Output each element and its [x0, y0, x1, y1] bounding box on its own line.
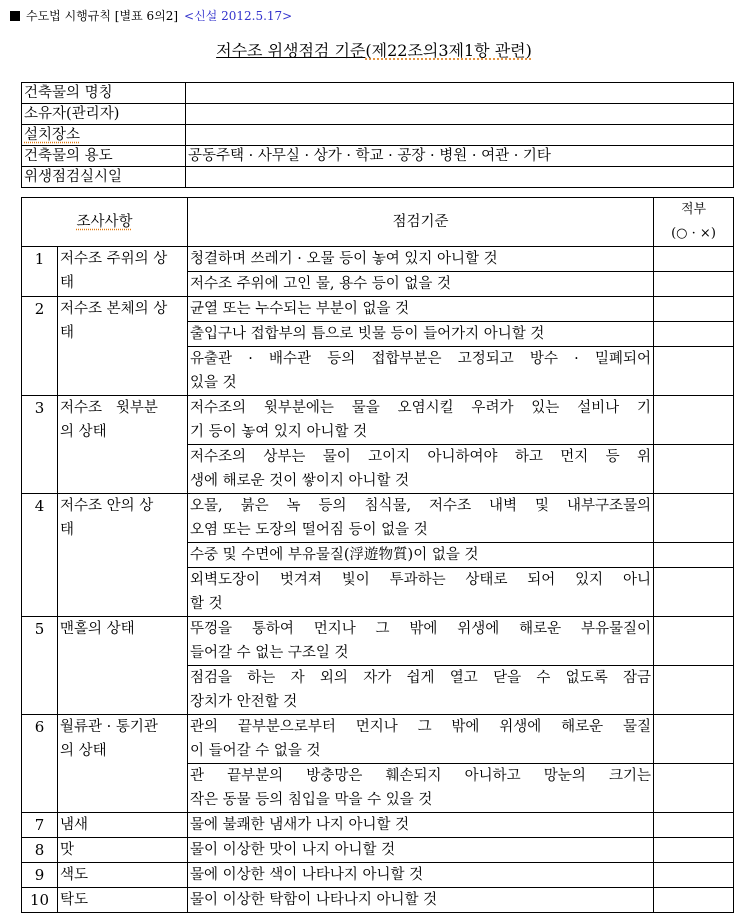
table-row [22, 813, 734, 838]
result-cell[interactable] [654, 494, 734, 543]
title-main: 저수조 위생점검 기준 [216, 41, 366, 60]
criteria-text: 수중 및 수면에 부유물질(浮遊物質)이 없을 것 [188, 543, 654, 568]
item-name: 탁도 [58, 888, 188, 913]
result-cell[interactable] [654, 666, 734, 715]
result-cell[interactable] [654, 445, 734, 494]
info-label: 건축물의 명칭 [22, 83, 186, 104]
result-cell[interactable] [654, 715, 734, 764]
result-cell[interactable] [654, 247, 734, 272]
item-number: 4 [22, 494, 58, 617]
item-number: 8 [22, 838, 58, 863]
criteria-text: 관 끝부분의 방충망은 훼손되지 아니하고 망눈의 크기는 작은 동물 등의 침입을 막을 수 있을 것 [188, 764, 654, 813]
table-row [22, 715, 734, 764]
info-label: 소유자(관리자) [22, 104, 186, 125]
info-label: 위생점검실시일 [22, 167, 186, 188]
item-name: 저수조 주위의 상 태 [58, 247, 188, 297]
item-name: 맨홀의 상태 [58, 617, 188, 715]
criteria-text: 저수조의 상부는 물이 고이지 아니하여야 하고 먼지 등 위 생에 해로운 것이 쌓이지 아니할 것 [188, 445, 654, 494]
header-item: 조사사항 [22, 198, 188, 247]
result-cell[interactable] [654, 863, 734, 888]
criteria-text: 물에 이상한 색이 나타나지 아니할 것 [188, 863, 654, 888]
info-value-field[interactable] [186, 167, 734, 188]
criteria-text: 유출관 · 배수관 등의 접합부분은 고정되고 방수 · 밀폐되어 있을 것 [188, 347, 654, 396]
result-cell[interactable] [654, 764, 734, 813]
item-name: 저수조 본체의 상 태 [58, 297, 188, 396]
table-row [22, 888, 734, 913]
table-row [22, 617, 734, 666]
result-cell[interactable] [654, 888, 734, 913]
item-number: 6 [22, 715, 58, 813]
table-row [22, 494, 734, 543]
item-name: 맛 [58, 838, 188, 863]
info-value-field[interactable] [186, 83, 734, 104]
info-value-field[interactable] [186, 125, 734, 146]
header-criteria: 점검기준 [188, 198, 654, 247]
table-row [22, 863, 734, 888]
criteria-text: 물이 이상한 맛이 나지 아니할 것 [188, 838, 654, 863]
info-row [22, 167, 734, 188]
info-value-field[interactable] [186, 104, 734, 125]
criteria-text: 청결하며 쓰레기 · 오물 등이 놓여 있지 아니할 것 [188, 247, 654, 272]
criteria-text: 점검을 하는 자 외의 자가 쉽게 열고 닫을 수 없도록 잠금 장치가 안전할 것 [188, 666, 654, 715]
criteria-text: 뚜껑을 통하여 먼지나 그 밖에 위생에 해로운 부유물질이 들어갈 수 없는 구조일 것 [188, 617, 654, 666]
table-row [22, 297, 734, 322]
item-name: 월류관 · 통기관 의 상태 [58, 715, 188, 813]
result-cell[interactable] [654, 297, 734, 322]
criteria-text: 저수조 주위에 고인 물, 용수 등이 없을 것 [188, 272, 654, 297]
item-number: 5 [22, 617, 58, 715]
item-number: 3 [22, 396, 58, 494]
info-row [22, 83, 734, 104]
info-label: 설치장소 [22, 125, 186, 146]
criteria-text: 균열 또는 누수되는 부분이 없을 것 [188, 297, 654, 322]
item-number: 9 [22, 863, 58, 888]
document-header [10, 8, 292, 24]
item-number: 7 [22, 813, 58, 838]
item-number: 10 [22, 888, 58, 913]
table-header-row [22, 198, 734, 247]
result-cell[interactable] [654, 838, 734, 863]
amendment-date: <신설 2012.5.17> [184, 9, 293, 23]
criteria-text: 물에 불쾌한 냄새가 나지 아니할 것 [188, 813, 654, 838]
item-name: 저수조 안의 상 태 [58, 494, 188, 617]
criteria-text: 물이 이상한 탁함이 나타나지 아니할 것 [188, 888, 654, 913]
result-cell[interactable] [654, 568, 734, 617]
title-reference: (제22조의3제1항 관련) [365, 41, 532, 60]
criteria-text: 출입구나 접합부의 틈으로 빗물 등이 들어가지 아니할 것 [188, 322, 654, 347]
building-info-table [21, 82, 734, 188]
result-cell[interactable] [654, 617, 734, 666]
table-row [22, 396, 734, 445]
law-name: 수도법 시행규칙 [26, 9, 111, 23]
item-number: 2 [22, 297, 58, 396]
criteria-text: 오물, 붉은 녹 등의 침식물, 저수조 내벽 및 내부구조물의 오염 또는 도장의 떨어짐 등이 없을 것 [188, 494, 654, 543]
table-row [22, 247, 734, 272]
info-row [22, 104, 734, 125]
item-number: 1 [22, 247, 58, 297]
header-result: 적부 (○ · ×) [654, 198, 734, 247]
result-cell[interactable] [654, 543, 734, 568]
result-cell[interactable] [654, 272, 734, 297]
appendix-label: [별표 6의2] [114, 9, 179, 23]
square-bullet-icon [10, 11, 20, 21]
criteria-text: 관의 끝부분으로부터 먼지나 그 밖에 위생에 해로운 물질 이 들어갈 수 없을 것 [188, 715, 654, 764]
table-row [22, 838, 734, 863]
result-cell[interactable] [654, 813, 734, 838]
result-cell[interactable] [654, 347, 734, 396]
criteria-text: 저수조의 윗부분에는 물을 오염시킬 우려가 있는 설비나 기 기 등이 놓여 있지 아니할 것 [188, 396, 654, 445]
result-cell[interactable] [654, 396, 734, 445]
info-label: 건축물의 용도 [22, 146, 186, 167]
inspection-criteria-table [21, 197, 734, 913]
info-row [22, 125, 734, 146]
result-cell[interactable] [654, 322, 734, 347]
info-value-field[interactable]: 공동주택 · 사무실 · 상가 · 학교 · 공장 · 병원 · 여관 · 기타 [186, 146, 734, 167]
info-row [22, 146, 734, 167]
item-name: 저수조 윗부분 의 상태 [58, 396, 188, 494]
page-title [0, 40, 748, 62]
item-name: 냄새 [58, 813, 188, 838]
criteria-text: 외벽도장이 벗겨져 빛이 투과하는 상태로 되어 있지 아니 할 것 [188, 568, 654, 617]
item-name: 색도 [58, 863, 188, 888]
